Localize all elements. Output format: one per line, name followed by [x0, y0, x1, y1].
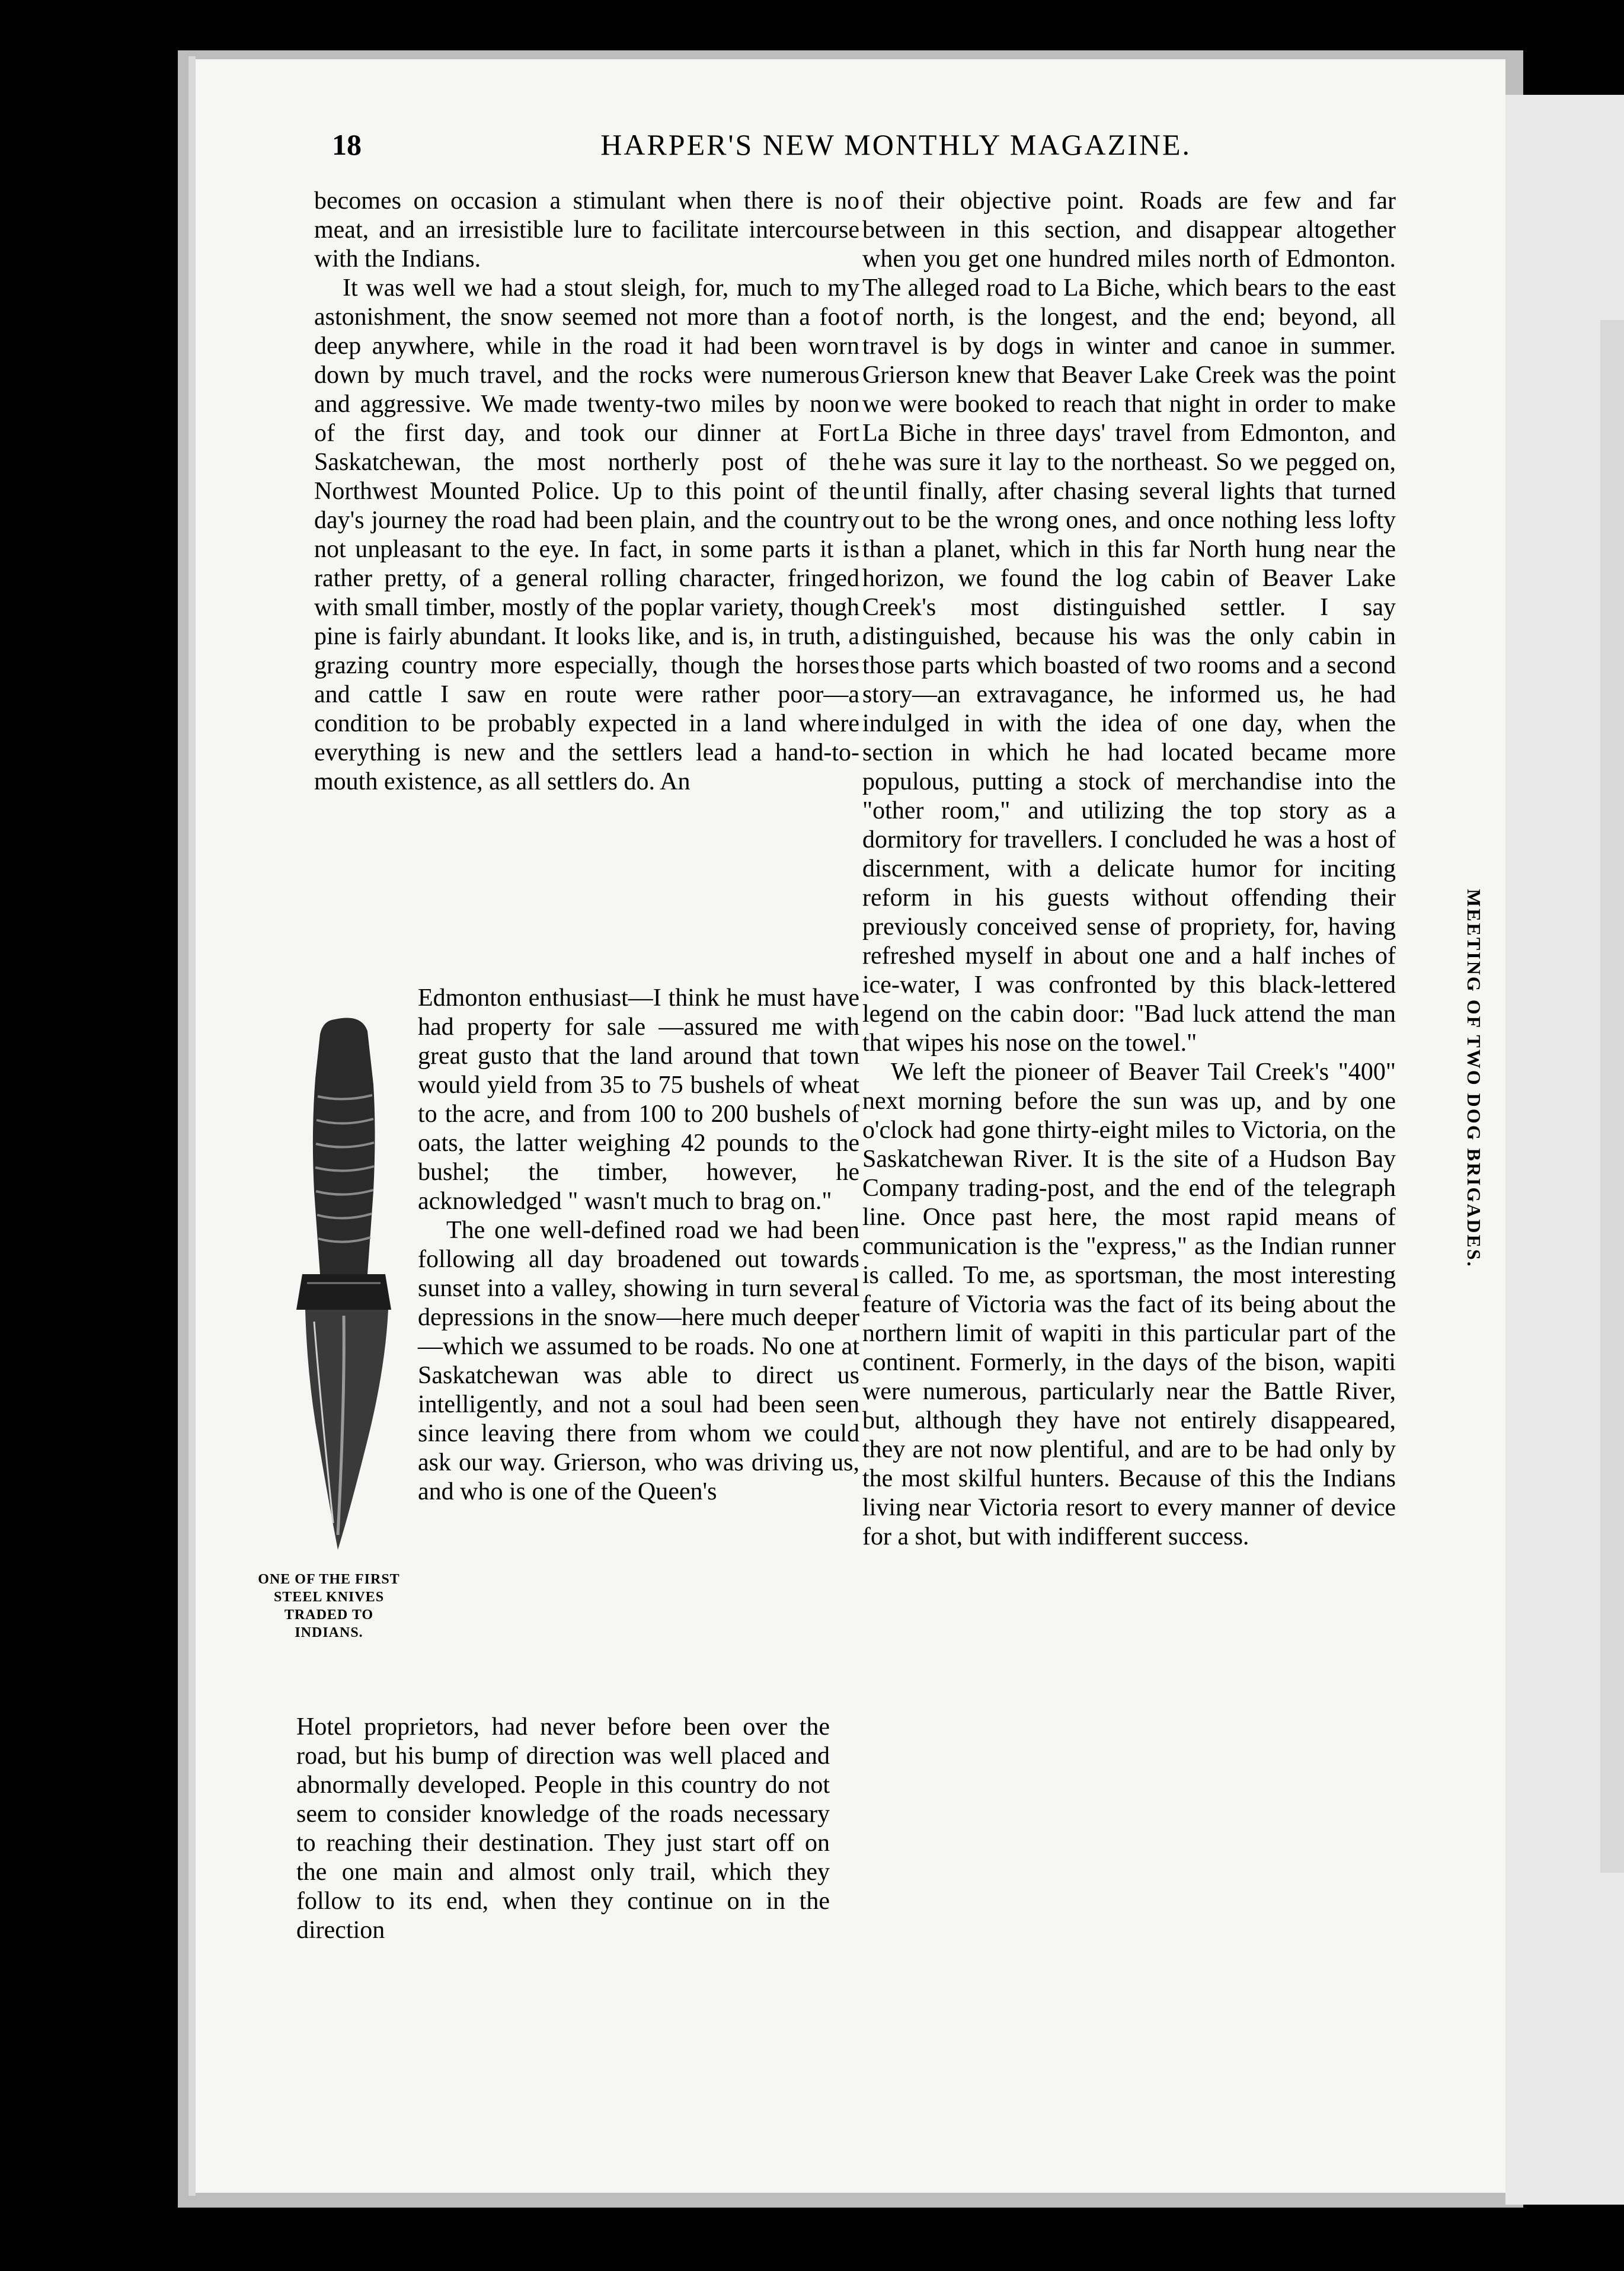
paragraph: becomes on occasion a stimulant when there is no meat, and an irresistible lure to facilitate intercourse with the Indians. — [314, 187, 859, 273]
paragraph: Edmonton enthusiast—I think he must have had property for sale —assured me with great gusto that the land around that town would yield from 35 to 75 bushels of wheat to the acre, and from 100 to 200 bushels of oats, the latter weighing 42 pounds to the bushel; the timber, however, he acknowledged " wasn't much to brag on." — [418, 984, 859, 1215]
figure-caption: ONE OF THE FIRST STEEL KNIVES TRADED TO INDIANS. — [258, 1572, 400, 1640]
left-column-bottom — [296, 1713, 830, 1991]
page-header — [332, 127, 1191, 175]
paragraph: Hotel proprietors, had never before been over the road, but his bump of direction was well placed and abnormally developed. People in this country do not seem to consider knowledge of the roads necessary to reaching their destination. They just start off on the one main and almost only trail, which they follow to its end, when they continue on in the direction — [296, 1713, 830, 1944]
paragraph: It was well we had a stout sleigh, for, much to my astonishment, the snow seemed not more than a foot deep anywhere, while in the road it had been worn down by much travel, and the rocks were numerous and aggressive. We made twenty-two miles by noon of the first day, and took our dinner at Fort Saskatchewan, the most northerly post of the Northwest Mounted Police. Up to this point of the day's journey the road had been plain, and the country not unpleasant to the eye. In fact, in some parts it is rather pretty, of a general rolling character, fringed with small timber, mostly of the poplar variety, though pine is fairly abundant. It looks like, and is, in truth, a grazing country more especially, though the horses and cattle I saw en route were rather poor—a condition to be probably expected in a land where everything is new and the settlers lead a hand-to-mouth existence, as all settlers do. An — [314, 274, 859, 795]
paragraph: We left the pioneer of Beaver Tail Creek's "400" next morning before the sun was up, and by one o'clock had gone thirty-eight miles to Victoria, on the Saskatchewan River. It is the site of a Hudson Bay Company trading-post, and the end of the telegraph line. Once past here, the most rapid means of communication is the "express," as the Indian runner is called. To me, as sportsman, the most interesting feature of Victoria was the fact of its being about the northern limit of wapiti in this particular part of the continent. Formerly, in the days of the bison, wapiti were numerous, particularly near the Battle River, but, although they have not entirely disappeared, they are not now plentiful, and are to be had only by the most skilful hunters. Because of this the Indians living near Victoria resort to every manner of device for a shot, but with indifferent success. — [862, 1058, 1396, 1550]
left-column-beside-figure — [418, 984, 859, 1713]
page-number: 18 — [332, 128, 362, 161]
page-edge — [188, 56, 196, 2196]
adjacent-page-plate — [1600, 320, 1624, 1873]
paragraph: of their objective point. Roads are few and far between in this section, and disappear altogether when you get one hundred miles north of Edmonton. The alleged road to La Biche, which bears to the east of north, is the longest, and the end; beyond, all travel is by dogs in winter and canoe in summer. Grierson knew that Beaver Lake Creek was the point we were booked to reach that night in order to make La Biche in three days' travel from Edmonton, and he was sure it lay to the northeast. So we pegged on, until finally, after chasing several lights that turned out to be the wrong ones, and once nothing less lofty than a planet, which in this far North hung near the horizon, we found the log cabin of Beaver Lake Creek's most distinguished settler. I say distinguished, because his was the only cabin in those parts which boasted of two rooms and a second story—an extravagance, he informed us, he had indulged in with the idea of one day, when the section in which he had located became more populous, putting a stock of merchandise into the "other room," and utilizing the top story as a dormitory for travellers. I concluded he was a host of discernment, with a delicate humor for inciting reform in his guests without offending their previously conceived sense of propriety, for, having refreshed myself in about one and a half inches of ice-water, I was confronted by this black-lettered legend on the cabin door: "Bad luck attend the man that wipes his nose on the towel." — [862, 187, 1396, 1057]
right-column — [862, 187, 1396, 2024]
paragraph: The one well-defined road we had been following all day broadened out towards sunset into a valley, showing in turn several depressions in the snow—here much deeper—which we assumed to be roads. No one at Saskatchewan was able to direct us intelligently, and not a soul had been seen since leaving there from whom we could ask our way. Grierson, who was driving us, and who is one of the Queen's — [418, 1217, 859, 1505]
steel-knife-icon — [279, 1013, 409, 1559]
left-column-top — [314, 187, 859, 981]
plate-side-label: MEETING OF TWO DOG BRIGADES. — [1463, 889, 1485, 1268]
running-title: HARPER'S NEW MONTHLY MAGAZINE. — [600, 128, 1191, 161]
